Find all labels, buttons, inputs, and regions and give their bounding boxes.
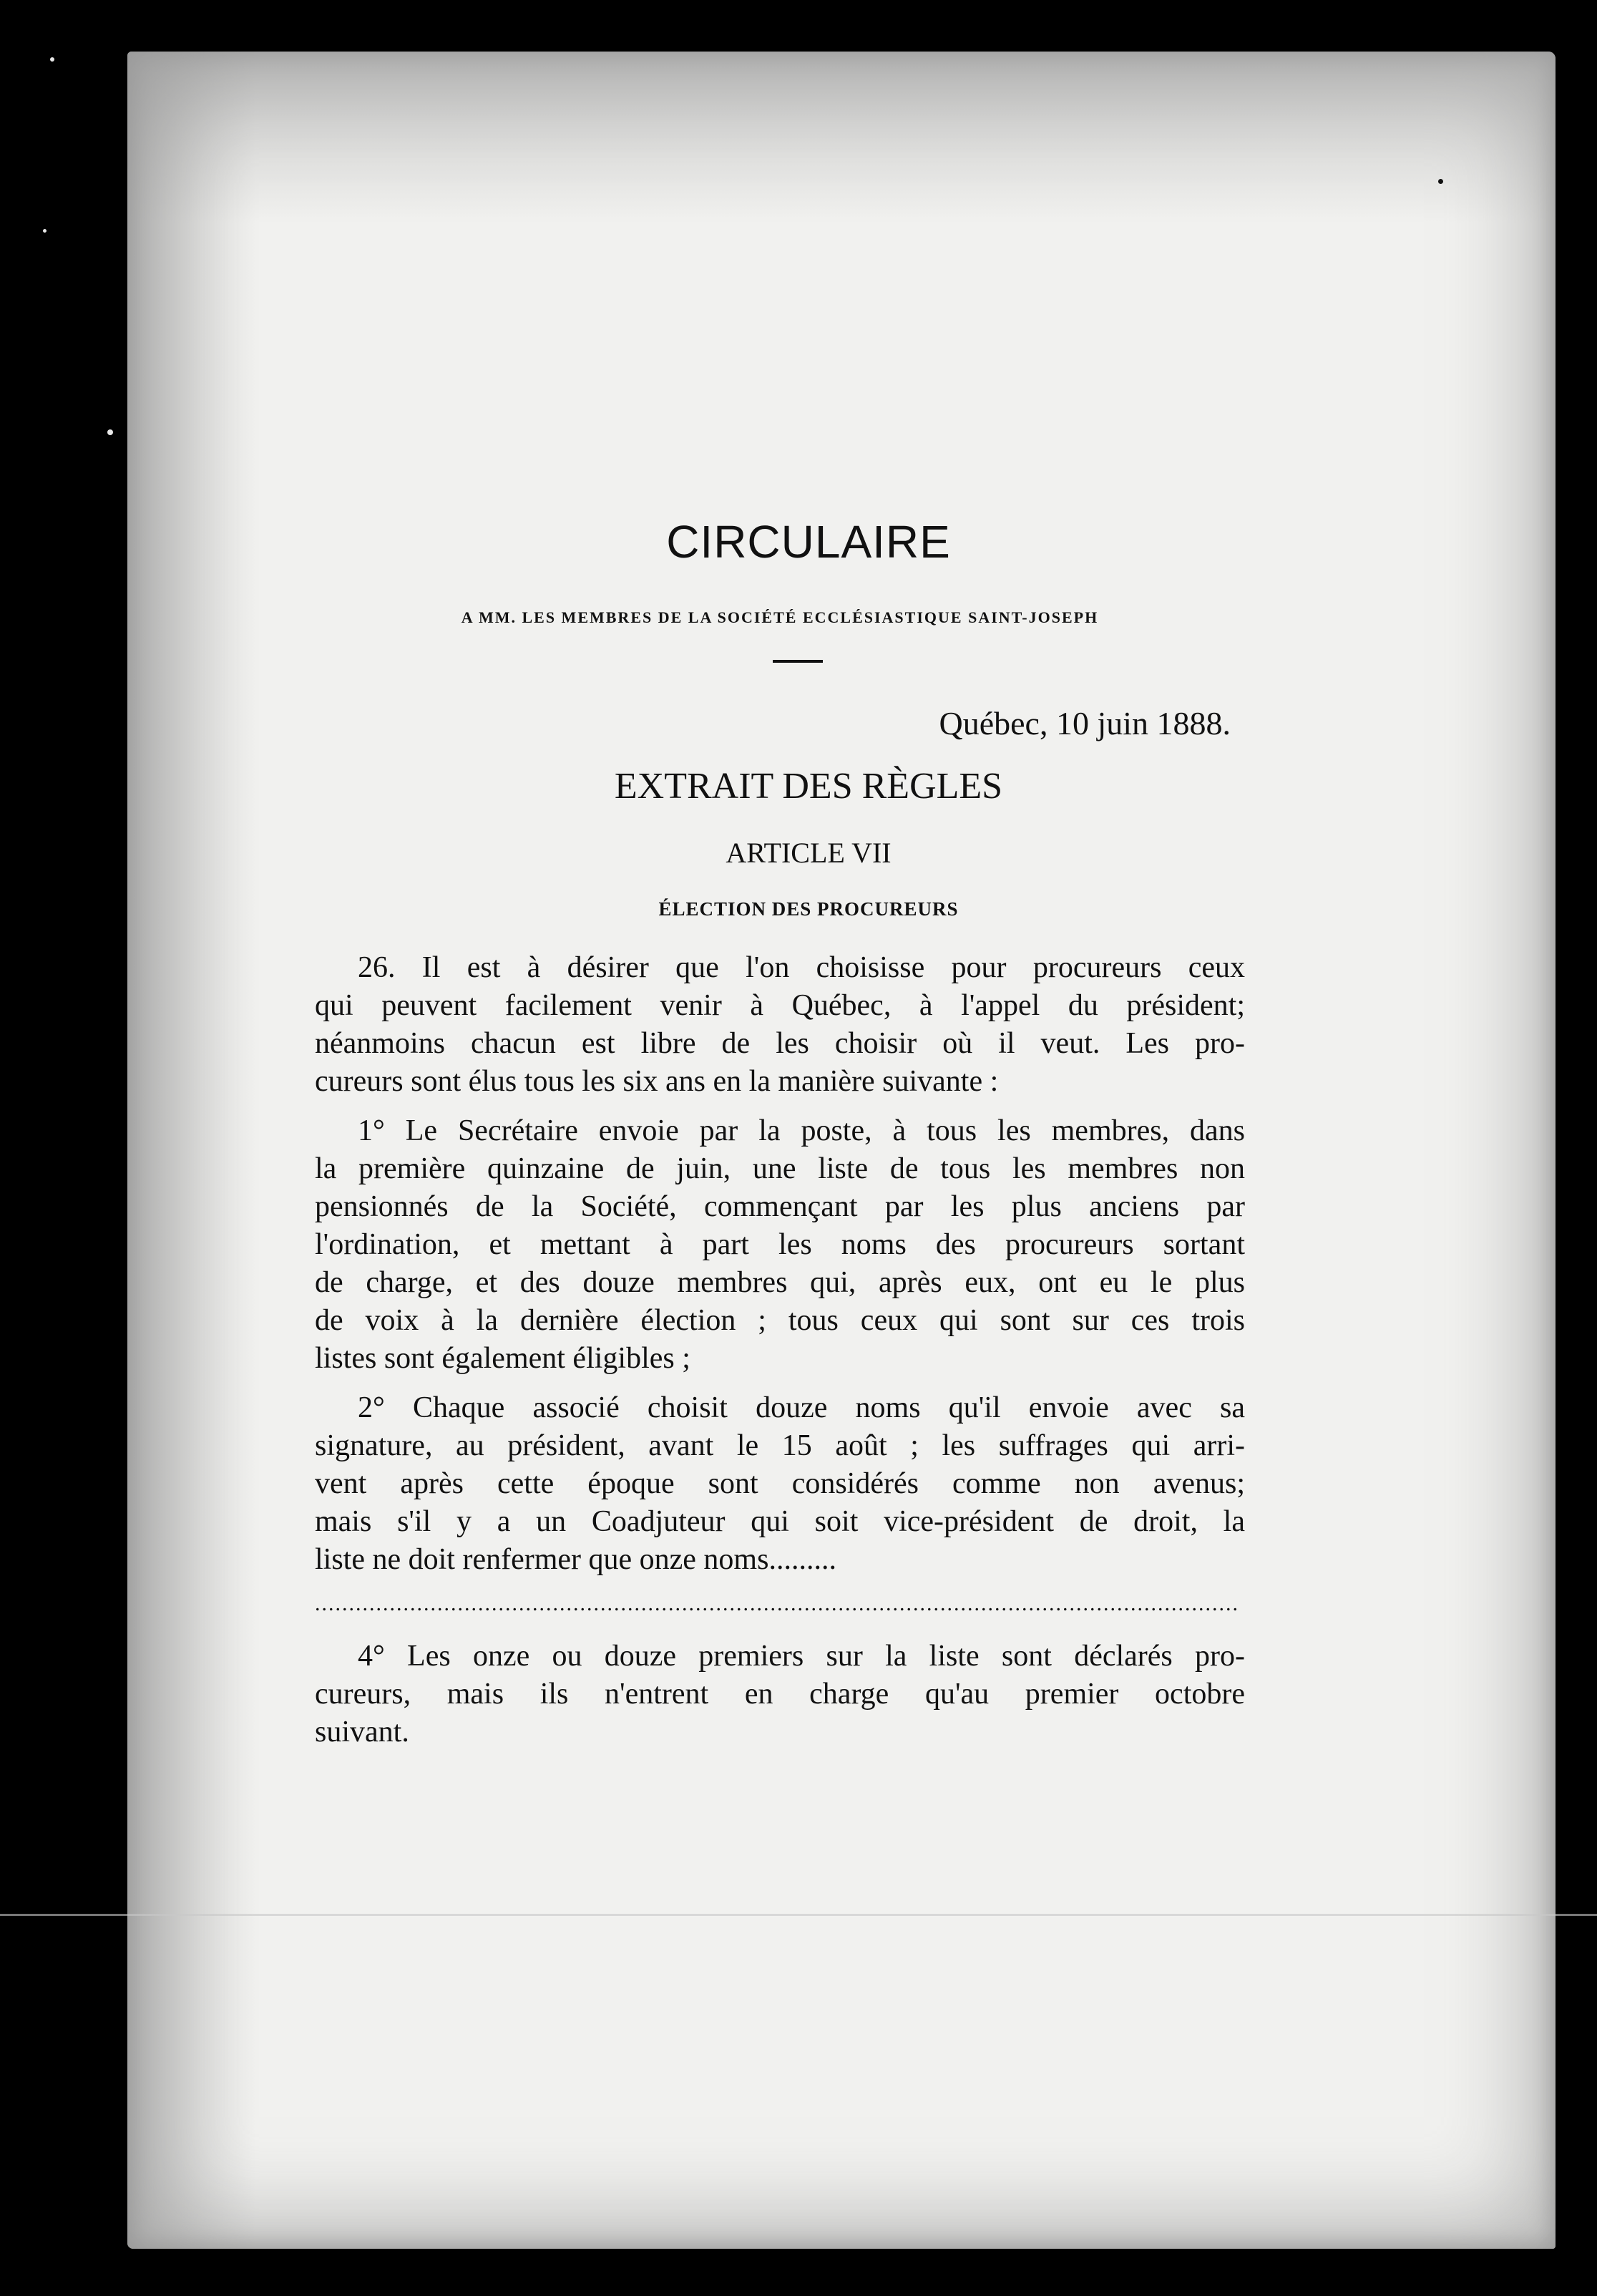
document-date: Québec, 10 juin 1888. [939,705,1231,741]
document-body [315,515,1245,1763]
document-subtitle: A MM. LES MEMBRES DE LA SOCIÉTÉ ECCLÉSIASTIQUE SAINT-JOSEPH [461,608,1099,626]
ellipsis-line: ........................................................................................................................................ [315,1592,1239,1615]
text-line: néanmoins chacun est libre de les choisir où il veut. Les pro- [315,1027,1245,1060]
document-title: CIRCULAIRE [666,516,951,568]
paragraph-26 [315,949,1245,1101]
title-divider [773,660,823,663]
paragraph-4 [315,1638,1245,1751]
text-line: de charge, et des douze membres qui, après eux, ont eu le plus [315,1266,1245,1299]
text-line: mais s'il y a un Coadjuteur qui soit vice-président de droit, la [315,1505,1245,1538]
scan-speck [1438,179,1443,184]
paragraph-1 [315,1112,1245,1378]
text-line: 2° Chaque associé choisit douze noms qu'il envoie avec sa [358,1391,1245,1424]
scan-speck [43,229,47,233]
paragraph-2 [315,1389,1245,1579]
text-line: de voix à la dernière élection ; tous ceux qui sont sur ces trois [315,1304,1245,1337]
text-line: listes sont également éligibles ; [315,1342,690,1375]
scan-speck [107,429,113,435]
text-line: pensionnés de la Société, commençant par les plus anciens par [315,1190,1245,1223]
section-title: EXTRAIT DES RÈGLES [614,766,1003,807]
text-line: la première quinzaine de juin, une liste de tous les membres non [315,1152,1245,1185]
text-line: cureurs, mais ils n'entrent en charge qu'au premier octobre [315,1678,1245,1711]
text-line: 4° Les onze ou douze premiers sur la liste sont déclarés pro- [358,1640,1245,1673]
text-line: qui peuvent facilement venir à Québec, à l'appel du président; [315,989,1245,1022]
text-line: vent après cette époque sont considérés comme non avenus; [315,1467,1245,1500]
scan-speck [50,57,54,62]
text-line: signature, au président, avant le 15 août ; les suffrages qui arri- [315,1429,1245,1462]
election-heading: ÉLECTION DES PROCUREURS [658,898,959,920]
text-line: cureurs sont élus tous les six ans en la manière suivante : [315,1065,999,1098]
text-line: l'ordination, et mettant à part les noms des procureurs sortant [315,1228,1245,1261]
text-line: liste ne doit renfermer que onze noms......... [315,1543,836,1576]
text-line: 1° Le Secrétaire envoie par la poste, à tous les membres, dans [358,1114,1245,1147]
scan-fold-line [0,1914,1597,1916]
text-line: 26. Il est à désirer que l'on choisisse pour procureurs ceux [358,951,1245,984]
text-line: suivant. [315,1716,409,1748]
article-heading: ARTICLE VII [726,837,892,869]
